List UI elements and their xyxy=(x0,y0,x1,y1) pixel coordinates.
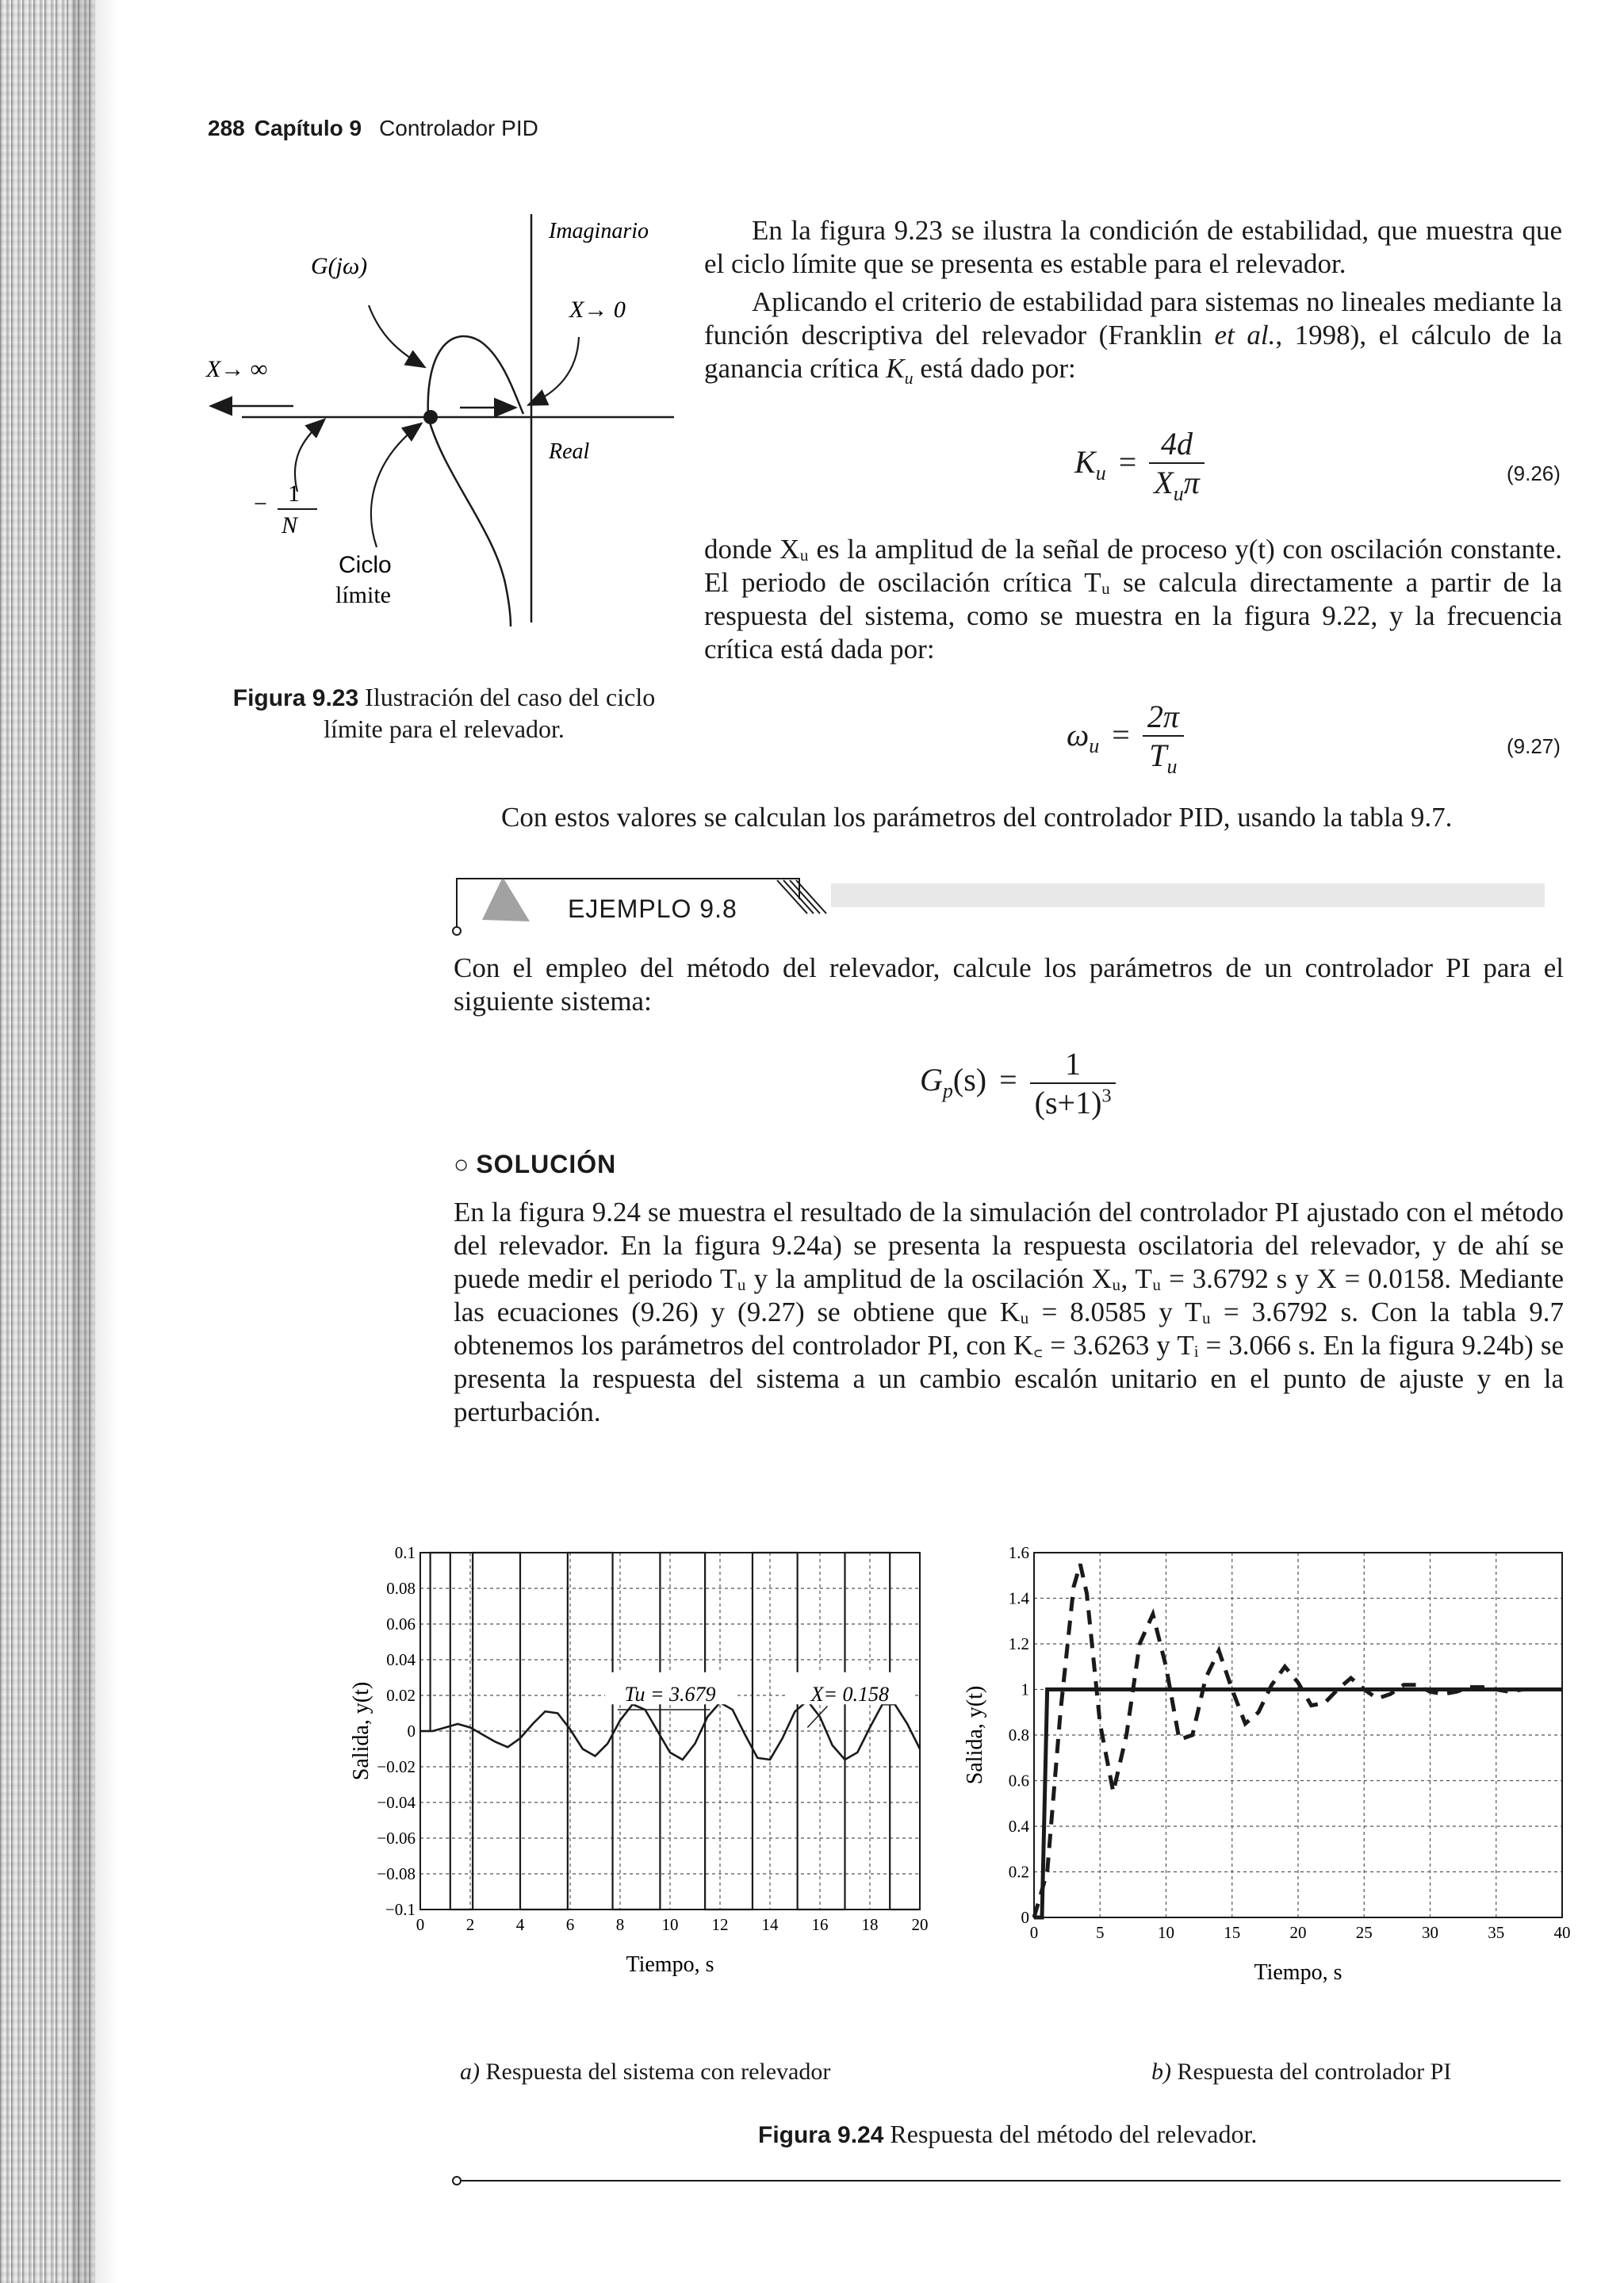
x-tick-label: 0 xyxy=(1029,1923,1039,1942)
example-label: EJEMPLO 9.8 xyxy=(568,894,737,923)
equation-gp: $G_p(s)$ = $\frac{1}{(s+1)^3}$ xyxy=(920,1045,1116,1121)
y-tick-label: −0.08 xyxy=(377,1864,416,1883)
paragraph-criterion: Aplicando el criterio de estabilidad para sistemas no lineales mediante la función descriptiva del relevador (Franklin et al., 1998), el cálculo de la ganancia crítica $K_u$ está dado por: xyxy=(704,286,1563,388)
limit-cycle-diagram xyxy=(190,206,698,650)
x-tick-label: 5 xyxy=(1096,1923,1105,1942)
x-tick-label: 12 xyxy=(711,1915,729,1934)
annotation-x: X= 0.158 xyxy=(810,1682,890,1706)
nyquist-curve-lower xyxy=(428,417,511,626)
label-gjw: G(jω) xyxy=(311,253,368,279)
figure-9-23-text: Ilustración del caso del ciclo límite para el relevador. xyxy=(324,683,656,743)
paragraph-stability: En la figura 9.23 se ilustra la condición de estabilidad, que muestra que el ciclo límite que se presenta es estable para el relevador. xyxy=(704,215,1562,279)
y-axis-label: Salida, y(t) xyxy=(963,1685,987,1785)
x-axis-label: Tiempo, s xyxy=(1254,1960,1342,1985)
x-axis-label: Tiempo, s xyxy=(626,1952,714,1977)
y-tick-label: 0.06 xyxy=(386,1615,416,1634)
label-x-to-0: X→ 0 xyxy=(569,297,626,323)
scan-shadow xyxy=(71,0,119,2283)
equation-9-26: $K_u$ = $\frac{4d}{X_u\pi}$ xyxy=(1074,425,1205,506)
y-tick-label: 0.6 xyxy=(1008,1771,1029,1791)
example-icon xyxy=(482,877,530,921)
x-tick-label: 40 xyxy=(1553,1923,1571,1942)
figure-9-23-label: Figura 9.23 xyxy=(232,685,359,711)
y-tick-label: −0.04 xyxy=(377,1793,416,1812)
subcaption-b: b) Respuesta del controlador PI xyxy=(1151,2059,1452,2085)
y-tick-label: 1.6 xyxy=(1008,1543,1029,1562)
x-tick-label: 4 xyxy=(515,1915,525,1934)
y-tick-label: 1.4 xyxy=(1008,1588,1029,1608)
label-minus: − xyxy=(254,491,267,517)
label-limite: límite xyxy=(335,582,391,608)
limit-cycle-pointer xyxy=(371,424,420,547)
y-tick-label: 0.2 xyxy=(1008,1862,1029,1882)
y-tick-label: −0.1 xyxy=(385,1900,416,1919)
chart-relay-response xyxy=(333,1537,952,2044)
label-imaginario: Imaginario xyxy=(549,219,649,243)
y-tick-label: 0.8 xyxy=(1008,1726,1029,1745)
paragraph-pid-table: Con estos valores se calculan los parámetros del controlador PID, usando la tabla 9.7. xyxy=(501,802,1453,833)
label-ciclo: Ciclo xyxy=(339,552,392,578)
solution-body: En la figura 9.24 se muestra el resultado de la simulación del controlador PI ajustado con el método del relevador. En la figura 9.24a) se presenta la respuesta oscilatoria del relevador, y de ahí se puede medir el periodo Tᵤ y la amplitud de la oscilación Xᵤ, Tᵤ = 3.6792 s y X = 0.0158. Mediante las ecuaciones (9.26) y (9.27) se obtiene que Kᵤ = 8.0585 y Tᵤ = 3.6792 s. Con la tabla 9.7 obtenemos los parámetros del controlador PI, con K꜀ = 3.6263 y Tᵢ = 3.066 s. En la figura 9.24b) se presenta la respuesta del sistema a un cambio escalón unitario en el punto de ajuste y en la perturbación. xyxy=(454,1197,1564,1427)
solution-heading: ○ SOLUCIÓN xyxy=(454,1150,617,1178)
x-tick-label: 20 xyxy=(1289,1923,1307,1942)
chapter-label: Capítulo 9 xyxy=(254,116,362,140)
paragraph-amplitude: donde Xᵤ es la amplitud de la señal de proceso y(t) con oscilación constante. El periodo de oscilación crítica Tᵤ se calcula directamente a partir de la respuesta del sistema, como se muestra en la figura 9.22, y la frecuencia crítica está dada por: xyxy=(704,534,1562,665)
x-tick-label: 30 xyxy=(1422,1923,1438,1942)
bottom-rule xyxy=(450,2173,1568,2189)
subcaption-a: a) Respuesta del sistema con relevador xyxy=(460,2059,831,2085)
nyquist-curve-upper xyxy=(428,336,523,417)
x-tick-label: 8 xyxy=(615,1915,625,1934)
y-tick-label: 1.2 xyxy=(1008,1634,1029,1653)
y-tick-label: −0.06 xyxy=(377,1829,416,1848)
x-tick-label: 14 xyxy=(761,1915,779,1934)
x-tick-label: 25 xyxy=(1355,1923,1373,1942)
annotation-tu: Tu = 3.679 xyxy=(624,1682,716,1706)
figure-9-24-caption xyxy=(758,2119,1257,2151)
x-tick-label: 0 xyxy=(416,1915,425,1934)
hatch-marks xyxy=(777,880,826,914)
x-tick-label: 6 xyxy=(565,1915,575,1934)
running-header xyxy=(208,116,538,141)
equation-9-27: $\omega_u$ = $\frac{2\pi}{T_u}$ xyxy=(1067,698,1184,779)
x-tick-label: 10 xyxy=(661,1915,679,1934)
label-one: 1 xyxy=(288,481,300,507)
y-tick-label: 1 xyxy=(1021,1680,1029,1699)
y-tick-label: 0.02 xyxy=(386,1686,416,1705)
figure-9-24-label: Figura 9.24 xyxy=(758,2122,884,2148)
x-tick-label: 2 xyxy=(465,1915,475,1934)
x-tick-label: 35 xyxy=(1488,1923,1505,1942)
y-tick-label: 0.4 xyxy=(1008,1817,1029,1836)
equation-number-9-27: (9.27) xyxy=(1507,734,1561,758)
chart-pi-response xyxy=(959,1529,1578,2044)
equation-number-9-26: (9.26) xyxy=(1507,462,1561,485)
example-statement: Con el empleo del método del relevador, calcule los parámetros de un controlador PI para el siguiente sistema: xyxy=(454,952,1564,1017)
figure-9-24-text: Respuesta del método del relevador. xyxy=(890,2120,1258,2148)
annotation-x-pointer xyxy=(807,1707,827,1728)
y-tick-label: −0.02 xyxy=(377,1757,416,1776)
label-x-to-inf: X→ ∞ xyxy=(206,356,268,382)
x-tick-label: 10 xyxy=(1158,1923,1174,1942)
page-number: 288 xyxy=(208,116,245,140)
gjw-pointer xyxy=(369,305,423,366)
x-tick-label: 18 xyxy=(861,1915,879,1934)
chapter-title: Controlador PID xyxy=(379,116,538,140)
y-tick-label: 0 xyxy=(407,1722,416,1741)
x-tick-label: 15 xyxy=(1224,1923,1241,1942)
x0-pointer xyxy=(530,337,579,404)
x-tick-label: 20 xyxy=(911,1915,929,1934)
banner-texture xyxy=(831,883,1545,907)
y-tick-label: 0.08 xyxy=(386,1579,416,1598)
figure-9-23-caption xyxy=(214,682,674,744)
label-n: N xyxy=(282,512,298,538)
x-tick-label: 16 xyxy=(811,1915,829,1934)
y-tick-label: 0.1 xyxy=(394,1543,416,1562)
label-real: Real xyxy=(549,439,590,464)
intersection-point xyxy=(423,410,438,424)
y-tick-label: 0.04 xyxy=(386,1650,416,1669)
y-tick-label: 0 xyxy=(1021,1908,1029,1927)
y-axis-label: Salida, y(t) xyxy=(349,1681,373,1781)
